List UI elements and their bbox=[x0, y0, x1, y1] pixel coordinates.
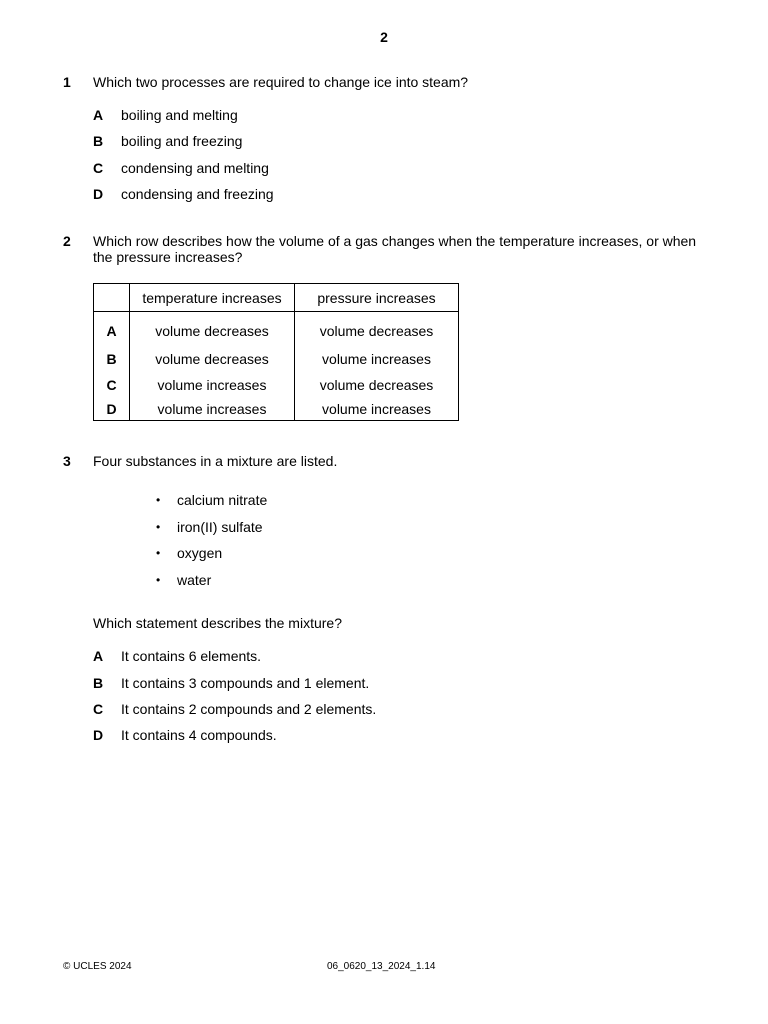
page-number: 2 bbox=[380, 29, 388, 45]
bullet-text: water bbox=[177, 572, 212, 588]
table-header-cell: pressure increases bbox=[295, 284, 459, 312]
question-number: 3 bbox=[63, 453, 71, 469]
option-letter: A bbox=[93, 648, 104, 664]
option-text: condensing and melting bbox=[121, 160, 269, 176]
question-stem: Four substances in a mixture are listed. bbox=[93, 453, 338, 469]
option-text: It contains 6 elements. bbox=[121, 648, 262, 664]
table-cell: volume decreases bbox=[130, 346, 295, 372]
table-row bbox=[94, 372, 459, 398]
option-letter: B bbox=[93, 133, 104, 149]
question-stem: Which row describes how the volume of a gas changes when the temperature increases, or when the pressure increases? bbox=[93, 233, 697, 265]
table-row bbox=[94, 346, 459, 372]
option-text: boiling and melting bbox=[121, 107, 238, 123]
option-letter: C bbox=[93, 701, 104, 717]
bullet-text: calcium nitrate bbox=[177, 492, 268, 508]
bullet-text: iron(II) sulfate bbox=[177, 519, 263, 535]
option-letter: D bbox=[93, 186, 104, 202]
question-stem: Which two processes are required to change ice into steam? bbox=[93, 74, 469, 90]
option-letter: A bbox=[93, 107, 104, 123]
table-row bbox=[94, 312, 459, 347]
option-letter: B bbox=[93, 675, 104, 691]
bullet-marker: • bbox=[156, 573, 161, 587]
option-text: It contains 4 compounds. bbox=[121, 727, 277, 743]
row-key: C bbox=[94, 372, 130, 398]
option-letter: C bbox=[93, 160, 104, 176]
footer-code: 06_0620_13_2024_1.14 bbox=[327, 961, 436, 972]
bullet-marker: • bbox=[156, 520, 161, 534]
bullet-marker: • bbox=[156, 493, 161, 507]
option-text: condensing and freezing bbox=[121, 186, 274, 202]
table-cell: volume increases bbox=[130, 398, 295, 421]
table-cell: volume increases bbox=[295, 346, 459, 372]
option-text: It contains 3 compounds and 1 element. bbox=[121, 675, 370, 691]
bullet-text: oxygen bbox=[177, 545, 223, 561]
option-letter: D bbox=[93, 727, 104, 743]
table-header-row bbox=[94, 284, 459, 312]
answer-table bbox=[93, 283, 459, 421]
option-text: boiling and freezing bbox=[121, 133, 243, 149]
question-number: 2 bbox=[63, 233, 71, 249]
table-cell: volume decreases bbox=[295, 312, 459, 347]
row-key: D bbox=[94, 398, 130, 421]
table-cell: volume decreases bbox=[130, 312, 295, 347]
question-prompt: Which statement describes the mixture? bbox=[93, 615, 342, 631]
table-header-cell: temperature increases bbox=[130, 284, 295, 312]
table-cell: volume decreases bbox=[295, 372, 459, 398]
row-key: B bbox=[94, 346, 130, 372]
table-header-cell bbox=[94, 284, 130, 312]
row-key: A bbox=[94, 312, 130, 347]
footer-copyright: © UCLES 2024 bbox=[63, 961, 132, 972]
table-cell: volume increases bbox=[130, 372, 295, 398]
table-row bbox=[94, 398, 459, 421]
question-number: 1 bbox=[63, 74, 71, 90]
bullet-marker: • bbox=[156, 546, 161, 560]
table-cell: volume increases bbox=[295, 398, 459, 421]
option-text: It contains 2 compounds and 2 elements. bbox=[121, 701, 377, 717]
